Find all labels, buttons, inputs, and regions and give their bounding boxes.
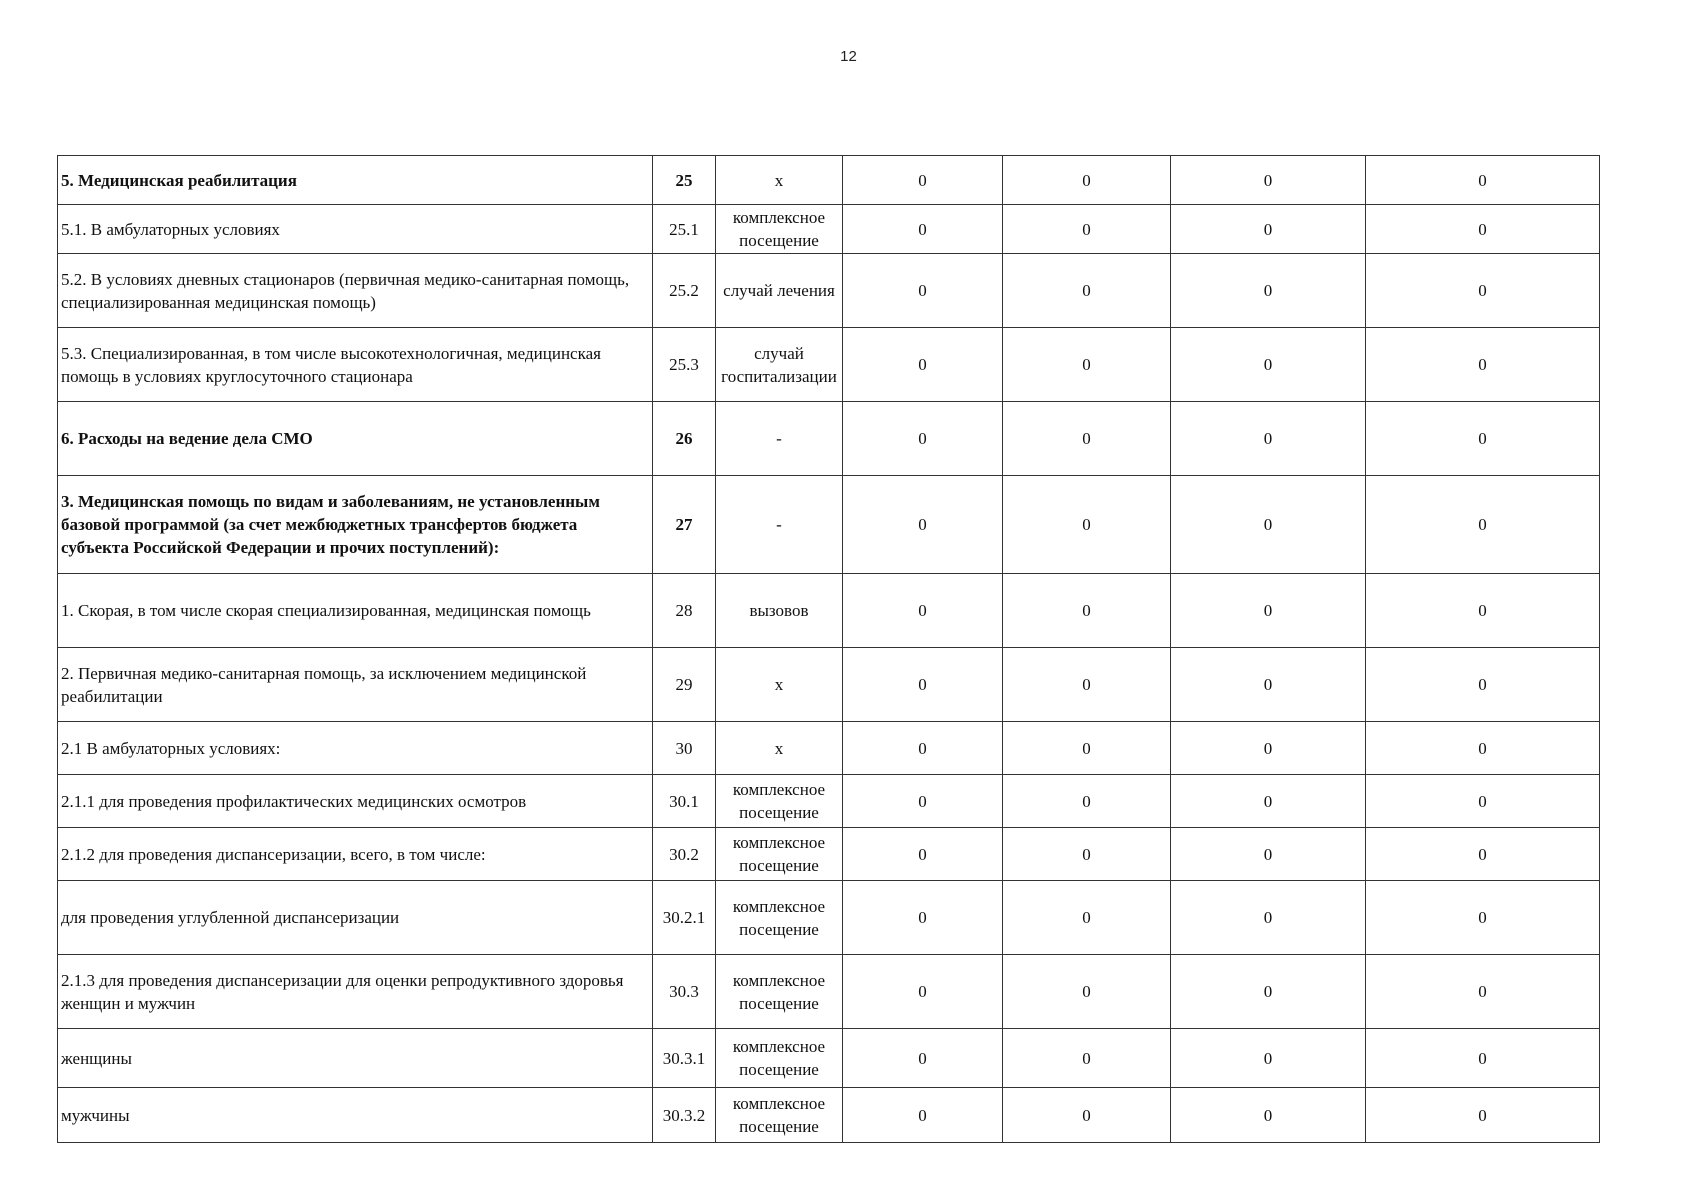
row-code-cell: 30.3.2	[653, 1088, 716, 1143]
row-name-cell: 5.3. Специализированная, в том числе высокотехнологичная, медицинская помощь в условиях круглосуточного стационара	[58, 328, 653, 402]
table-row	[58, 648, 1600, 722]
data-table	[57, 155, 1600, 1143]
row-name-cell: мужчины	[58, 1088, 653, 1143]
value-cell-4: 0	[1366, 328, 1600, 402]
value-cell-2: 0	[1003, 722, 1171, 775]
value-cell-2: 0	[1003, 476, 1171, 574]
page-number: 12	[840, 48, 857, 65]
table-row	[58, 722, 1600, 775]
value-cell-2: 0	[1003, 648, 1171, 722]
value-cell-1: 0	[843, 722, 1003, 775]
value-cell-3: 0	[1171, 722, 1366, 775]
row-name-cell: женщины	[58, 1029, 653, 1088]
unit-cell: комплексное посещение	[716, 828, 843, 881]
table-row	[58, 574, 1600, 648]
table-row	[58, 156, 1600, 205]
value-cell-1: 0	[843, 402, 1003, 476]
unit-cell: х	[716, 156, 843, 205]
row-code-cell: 30	[653, 722, 716, 775]
table-row	[58, 1029, 1600, 1088]
table-row	[58, 328, 1600, 402]
row-code-cell: 26	[653, 402, 716, 476]
row-code-cell: 30.1	[653, 775, 716, 828]
row-code-cell: 30.3.1	[653, 1029, 716, 1088]
row-name-cell: 5. Медицинская реабилитация	[58, 156, 653, 205]
row-code-cell: 30.2.1	[653, 881, 716, 955]
table-row	[58, 775, 1600, 828]
value-cell-3: 0	[1171, 156, 1366, 205]
unit-cell: -	[716, 402, 843, 476]
value-cell-1: 0	[843, 1088, 1003, 1143]
table-row	[58, 1088, 1600, 1143]
value-cell-3: 0	[1171, 648, 1366, 722]
table-row	[58, 254, 1600, 328]
value-cell-3: 0	[1171, 402, 1366, 476]
value-cell-3: 0	[1171, 881, 1366, 955]
value-cell-2: 0	[1003, 775, 1171, 828]
value-cell-3: 0	[1171, 254, 1366, 328]
value-cell-3: 0	[1171, 476, 1366, 574]
row-code-cell: 28	[653, 574, 716, 648]
row-name-cell: 3. Медицинская помощь по видам и заболеваниям, не установленным базовой программой (за счет межбюджетных трансфертов бюджета субъекта Российской Федерации и прочих поступлений):	[58, 476, 653, 574]
value-cell-2: 0	[1003, 156, 1171, 205]
value-cell-1: 0	[843, 775, 1003, 828]
value-cell-4: 0	[1366, 254, 1600, 328]
value-cell-4: 0	[1366, 648, 1600, 722]
value-cell-4: 0	[1366, 574, 1600, 648]
row-name-cell: 5.1. В амбулаторных условиях	[58, 205, 653, 254]
unit-cell: случай лечения	[716, 254, 843, 328]
row-code-cell: 30.2	[653, 828, 716, 881]
table-row	[58, 881, 1600, 955]
table-row	[58, 476, 1600, 574]
row-code-cell: 25.2	[653, 254, 716, 328]
unit-cell: комплексное посещение	[716, 955, 843, 1029]
unit-cell: -	[716, 476, 843, 574]
row-name-cell: 2.1.1 для проведения профилактических медицинских осмотров	[58, 775, 653, 828]
row-name-cell: 2.1.2 для проведения диспансеризации, всего, в том числе:	[58, 828, 653, 881]
row-code-cell: 30.3	[653, 955, 716, 1029]
value-cell-1: 0	[843, 205, 1003, 254]
unit-cell: х	[716, 722, 843, 775]
value-cell-3: 0	[1171, 775, 1366, 828]
value-cell-1: 0	[843, 881, 1003, 955]
table-row	[58, 828, 1600, 881]
unit-cell: случай госпитализации	[716, 328, 843, 402]
row-name-cell: 1. Скорая, в том числе скорая специализированная, медицинская помощь	[58, 574, 653, 648]
value-cell-1: 0	[843, 955, 1003, 1029]
value-cell-2: 0	[1003, 402, 1171, 476]
value-cell-4: 0	[1366, 476, 1600, 574]
row-code-cell: 25.3	[653, 328, 716, 402]
value-cell-4: 0	[1366, 775, 1600, 828]
unit-cell: вызовов	[716, 574, 843, 648]
value-cell-2: 0	[1003, 254, 1171, 328]
value-cell-1: 0	[843, 328, 1003, 402]
unit-cell: комплексное посещение	[716, 1088, 843, 1143]
row-code-cell: 27	[653, 476, 716, 574]
unit-cell: комплексное посещение	[716, 205, 843, 254]
row-name-cell: 2.1.3 для проведения диспансеризации для оценки репродуктивного здоровья женщин и мужчин	[58, 955, 653, 1029]
value-cell-4: 0	[1366, 881, 1600, 955]
row-code-cell: 25.1	[653, 205, 716, 254]
unit-cell: комплексное посещение	[716, 881, 843, 955]
value-cell-2: 0	[1003, 1029, 1171, 1088]
table-row	[58, 955, 1600, 1029]
value-cell-3: 0	[1171, 955, 1366, 1029]
value-cell-4: 0	[1366, 955, 1600, 1029]
value-cell-1: 0	[843, 648, 1003, 722]
row-name-cell: для проведения углубленной диспансеризации	[58, 881, 653, 955]
value-cell-1: 0	[843, 156, 1003, 205]
value-cell-1: 0	[843, 476, 1003, 574]
table-body	[58, 156, 1600, 1143]
row-name-cell: 2. Первичная медико-санитарная помощь, за исключением медицинской реабилитации	[58, 648, 653, 722]
table-row	[58, 205, 1600, 254]
row-name-cell: 2.1 В амбулаторных условиях:	[58, 722, 653, 775]
value-cell-2: 0	[1003, 881, 1171, 955]
row-name-cell: 6. Расходы на ведение дела СМО	[58, 402, 653, 476]
row-code-cell: 29	[653, 648, 716, 722]
value-cell-3: 0	[1171, 828, 1366, 881]
row-code-cell: 25	[653, 156, 716, 205]
value-cell-2: 0	[1003, 328, 1171, 402]
value-cell-1: 0	[843, 1029, 1003, 1088]
value-cell-4: 0	[1366, 402, 1600, 476]
value-cell-2: 0	[1003, 1088, 1171, 1143]
value-cell-3: 0	[1171, 1088, 1366, 1143]
value-cell-3: 0	[1171, 574, 1366, 648]
value-cell-1: 0	[843, 828, 1003, 881]
unit-cell: комплексное посещение	[716, 1029, 843, 1088]
value-cell-4: 0	[1366, 828, 1600, 881]
value-cell-2: 0	[1003, 955, 1171, 1029]
value-cell-4: 0	[1366, 156, 1600, 205]
value-cell-3: 0	[1171, 328, 1366, 402]
row-name-cell: 5.2. В условиях дневных стационаров (первичная медико-санитарная помощь, специализированная медицинская помощь)	[58, 254, 653, 328]
value-cell-3: 0	[1171, 1029, 1366, 1088]
value-cell-2: 0	[1003, 205, 1171, 254]
value-cell-3: 0	[1171, 205, 1366, 254]
unit-cell: комплексное посещение	[716, 775, 843, 828]
value-cell-4: 0	[1366, 205, 1600, 254]
value-cell-4: 0	[1366, 722, 1600, 775]
unit-cell: х	[716, 648, 843, 722]
table-row	[58, 402, 1600, 476]
value-cell-4: 0	[1366, 1088, 1600, 1143]
value-cell-4: 0	[1366, 1029, 1600, 1088]
value-cell-1: 0	[843, 574, 1003, 648]
value-cell-2: 0	[1003, 574, 1171, 648]
value-cell-2: 0	[1003, 828, 1171, 881]
value-cell-1: 0	[843, 254, 1003, 328]
